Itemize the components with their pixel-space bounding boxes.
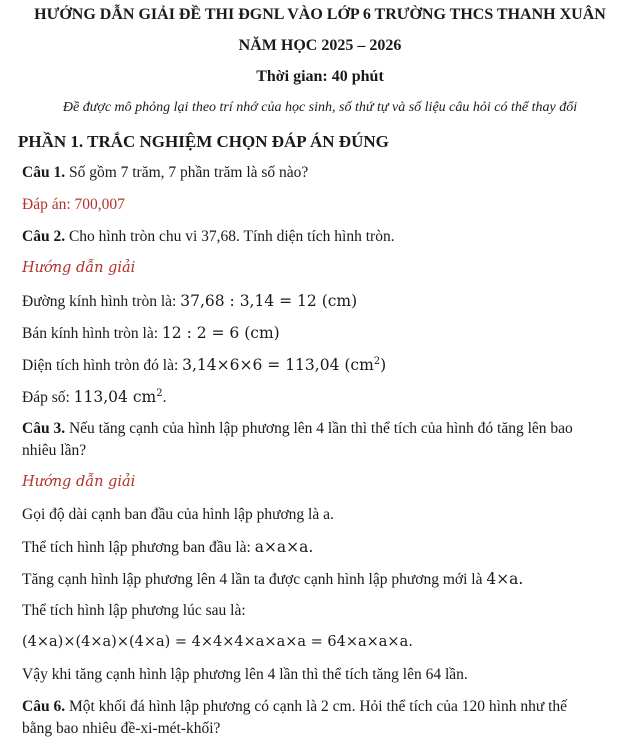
step-text: Diện tích hình tròn đó là:	[22, 357, 183, 375]
question-3	[22, 420, 573, 438]
question-6	[22, 698, 567, 716]
question-3-step-5: (4×a)×(4×a)×(4×a) = 4×4×4×a×a×a = 64×a×a×a.	[22, 634, 413, 650]
question-3-text-line-1: Nếu tăng cạnh của hình lập phương lên 4 lần thì thể tích của hình đó tăng lên bao	[65, 420, 573, 437]
step-text: Bán kính hình tròn là:	[22, 325, 162, 342]
step-math: 4×a.	[486, 570, 524, 588]
superscript-2: 2	[373, 356, 381, 367]
question-1-label: Câu 1.	[22, 164, 66, 181]
question-3-step-3	[22, 570, 523, 589]
step-text: Tăng cạnh hình lập phương lên 4 lần ta được cạnh hình lập phương mới là	[22, 571, 487, 588]
question-2-label: Câu 2.	[22, 228, 66, 245]
step-math: 113,04 cm	[73, 388, 157, 407]
question-1-answer: Đáp án: 700,007	[22, 196, 125, 213]
step-math: 37,68 : 3,14 = 12 (cm)	[180, 292, 358, 310]
question-2	[22, 228, 395, 246]
step-math: 3,14×6×6 = 113,04 (cm	[182, 356, 374, 375]
disclaimer-note: Đề được mô phỏng lại theo trí nhớ của học sinh, số thứ tự và số liệu câu hỏi có thể thay đổi	[62, 100, 578, 115]
question-2-step-3	[22, 356, 386, 375]
document-title: HƯỚNG DẪN GIẢI ĐỀ THI ĐGNL VÀO LỚP 6 TRƯỜNG THCS THANH XUÂN	[34, 6, 606, 23]
question-3-guide-heading: Hướng dẫn giải	[22, 474, 136, 490]
step-math-tail: )	[380, 356, 387, 375]
step-text: Thể tích hình lập phương ban đầu là:	[22, 539, 255, 556]
step-math: a×a×a.	[254, 538, 314, 556]
school-year: NĂM HỌC 2025 – 2026	[238, 37, 402, 54]
question-2-final-answer	[22, 388, 166, 407]
question-6-text-line-1: Một khối đá hình lập phương có cạnh là 2 cm. Hỏi thể tích của 120 hình như thế	[65, 698, 568, 715]
question-1-text: Số gồm 7 trăm, 7 phần trăm là số nào?	[65, 164, 309, 181]
question-2-step-2	[22, 324, 280, 343]
question-1	[22, 164, 308, 182]
question-3-step-2	[22, 538, 313, 557]
question-3-step-4: Thể tích hình lập phương lúc sau là:	[22, 602, 246, 619]
step-math: 12 : 2 = 6 (cm)	[161, 324, 280, 342]
question-3-step-1: Gọi độ dài cạnh ban đầu của hình lập phương là a.	[22, 506, 334, 523]
step-math-tail: .	[162, 389, 167, 407]
question-3-label: Câu 3.	[22, 420, 66, 437]
question-6-text-line-2: bằng bao nhiêu đề-xi-mét-khối?	[22, 720, 221, 737]
step-text: Đường kính hình tròn là:	[22, 293, 181, 310]
question-3-text-line-2: nhiêu lần?	[22, 442, 87, 459]
question-2-text: Cho hình tròn chu vi 37,68. Tính diện tích hình tròn.	[65, 228, 395, 245]
question-3-conclusion: Vậy khi tăng cạnh hình lập phương lên 4 lần thì thể tích tăng lên 64 lần.	[22, 666, 468, 683]
part-1-heading: PHẦN 1. TRẮC NGHIỆM CHỌN ĐÁP ÁN ĐÚNG	[18, 132, 389, 151]
superscript-2: 2	[156, 388, 163, 399]
question-2-step-1	[22, 292, 357, 311]
question-6-label: Câu 6.	[22, 698, 66, 715]
step-text: Đáp số:	[22, 389, 74, 407]
question-2-guide-heading: Hướng dẫn giải	[22, 260, 136, 276]
time-limit: Thời gian: 40 phút	[256, 68, 384, 85]
